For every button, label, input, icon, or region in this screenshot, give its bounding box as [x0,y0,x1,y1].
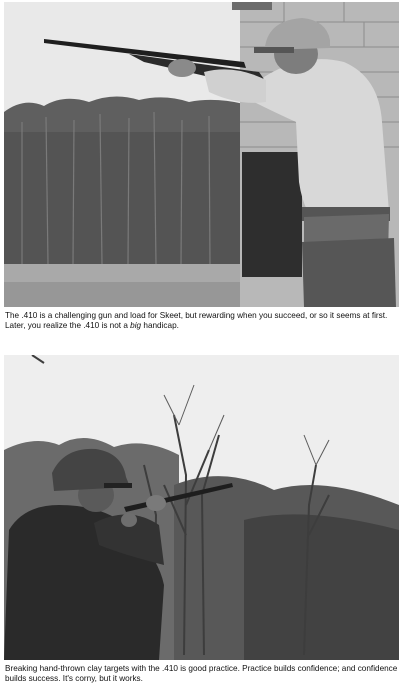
figure-caption-1 [5,311,400,331]
caption-1-text-end: handicap. [141,321,179,330]
photo-woods-shooter [4,355,399,660]
figure-caption-2: Breaking hand-thrown clay targets with the .410 is good practice. Practice builds confidence; and confidence builds success. It's corny, but it works. [5,664,398,683]
caption-1-text: The .410 is a challenging gun and load for Skeet, but rewarding when you succeed, or so it seems at first. Later, you realize the .410 is not a [5,311,388,330]
caption-1-emphasis: big [130,321,142,330]
photo-skeet-shooter [4,2,399,307]
